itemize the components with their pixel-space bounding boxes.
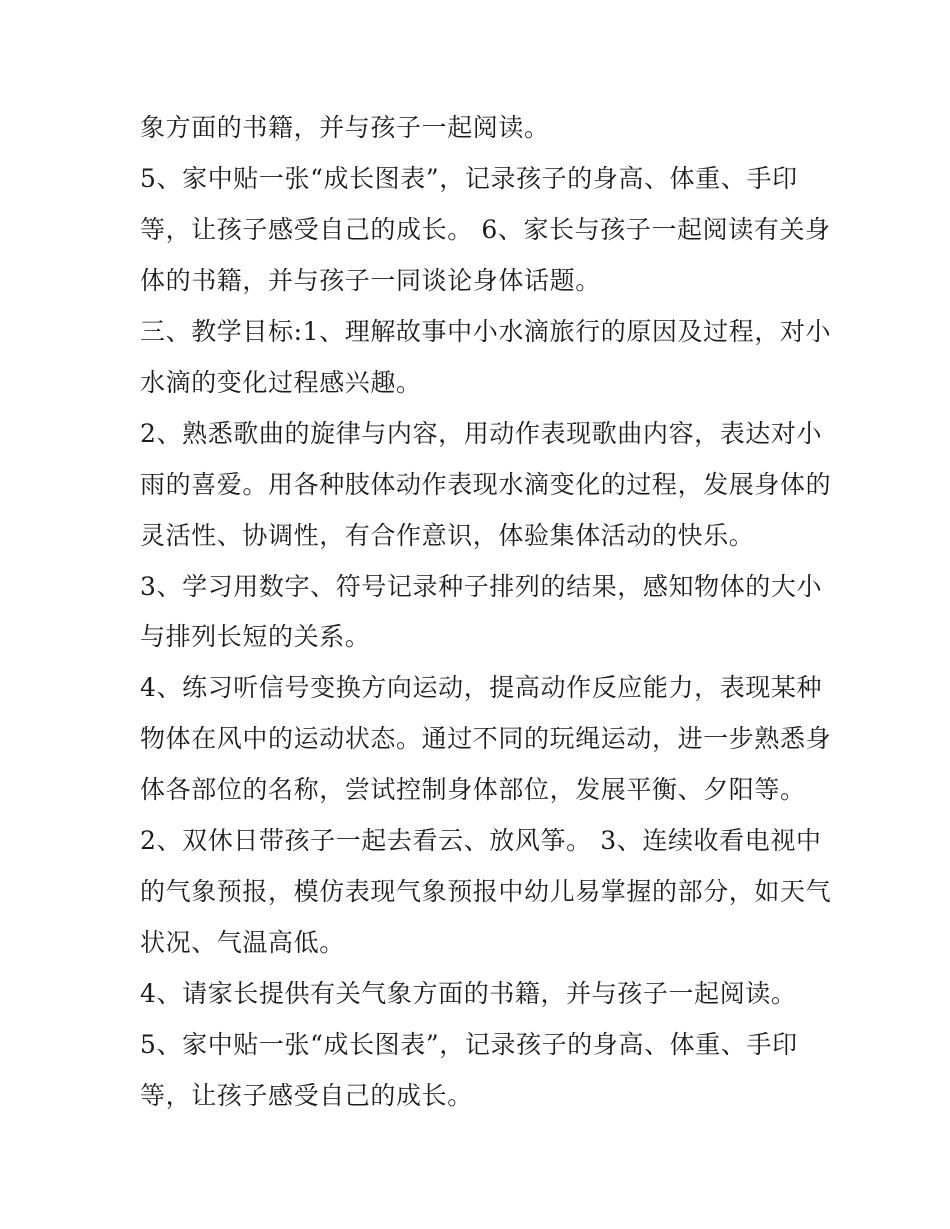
text-line: 等，让孩子感受自己的成长。 (140, 1081, 473, 1110)
text-line: 2、熟悉歌曲的旋律与内容，用动作表现歌曲内容，表达对小 (140, 419, 823, 448)
text-line: 体各部位的名称，尝试控制身体部位，发展平衡、夕阳等。 (140, 775, 806, 804)
text-line: 3、学习用数字、符号记录种子排列的结果，感知物体的大小 (140, 572, 823, 601)
text-line: 5、家中贴一张“成长图表”，记录孩子的身高、体重、手印 (140, 164, 798, 193)
text-line: 物体在风中的运动状态。通过不同的玩绳运动，进一步熟悉身 (140, 724, 832, 753)
text-line: 三、教学目标:1、理解故事中小水滴旅行的原因及过程，对小 (140, 317, 832, 346)
text-line: 灵活性、协调性，有合作意识，体验集体活动的快乐。 (140, 521, 755, 550)
text-line: 等，让孩子感受自己的成长。 6、家长与孩子一起阅读有关身 (140, 215, 831, 244)
text-line: 与排列长短的关系。 (140, 622, 371, 651)
text-line: 象方面的书籍，并与孩子一起阅读。 (140, 113, 550, 142)
text-line: 的气象预报，模仿表现气象预报中幼儿易掌握的部分，如天气 (140, 877, 832, 906)
text-line: 2、双休日带孩子一起去看云、放风筝。 3、连续收看电视中 (140, 826, 822, 855)
text-line: 4、练习听信号变换方向运动，提高动作反应能力，表现某种 (140, 673, 823, 702)
text-line: 雨的喜爱。用各种肢体动作表现水滴变化的过程，发展身体的 (140, 470, 832, 499)
text-line: 5、家中贴一张“成长图表”，记录孩子的身高、体重、手印 (140, 1030, 798, 1059)
text-line: 水滴的变化过程感兴趣。 (140, 368, 422, 397)
text-line: 状况、气温高低。 (140, 928, 345, 957)
text-line: 体的书籍，并与孩子一同谈论身体话题。 (140, 266, 601, 295)
text-line: 4、请家长提供有关气象方面的书籍，并与孩子一起阅读。 (140, 979, 797, 1008)
